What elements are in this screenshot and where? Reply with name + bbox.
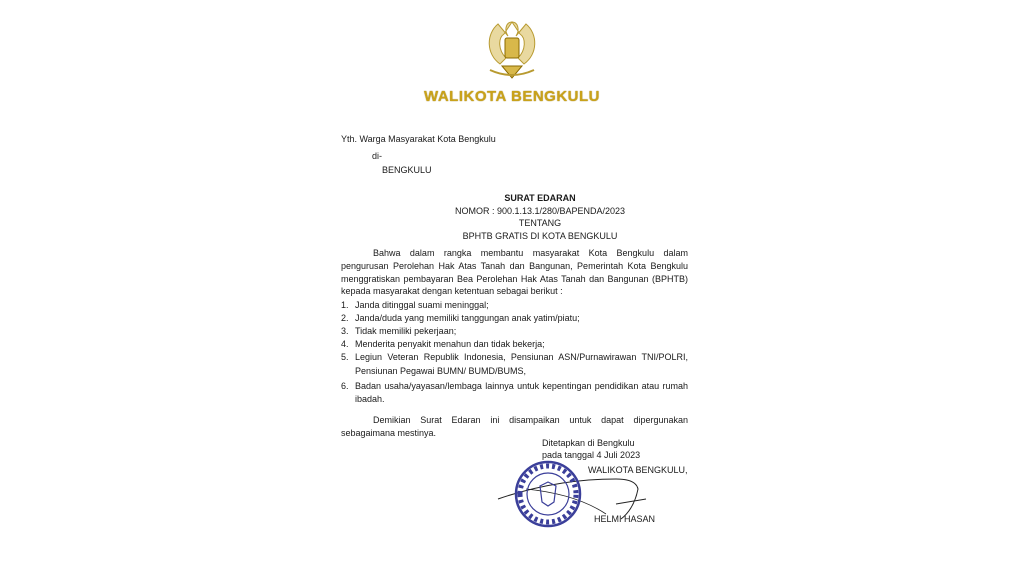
garuda-emblem-icon <box>478 14 546 84</box>
list-item: 4. Menderita penyakit menahun dan tidak bekerja; <box>341 338 545 349</box>
letter-number: NOMOR : 900.1.13.1/280/BAPENDA/2023 <box>454 205 626 216</box>
letter-body <box>341 247 688 440</box>
list-item: 6. Badan usaha/yayasan/lembaga lainnya untuk kepentingan pendidikan atau rumah ibadah. <box>341 381 688 405</box>
list-item: 3. Tidak memiliki pekerjaan; <box>341 325 457 336</box>
letter-subject: BPHTB GRATIS DI KOTA BENGKULU <box>462 230 618 241</box>
letter-title: SURAT EDARAN <box>504 193 576 203</box>
letter-about: TENTANG <box>518 218 562 228</box>
recipient-line: Yth. Warga Masyarakat Kota Bengkulu <box>341 134 496 144</box>
recipient-city: BENGKULU <box>382 165 432 175</box>
letterhead-title: WALIKOTA BENGKULU <box>424 88 600 105</box>
signer-name: HELMI HASAN <box>594 514 656 524</box>
list-item: 2. Janda/duda yang memiliki tanggungan anak yatim/piatu; <box>341 312 580 323</box>
list-item: 5. Legiun Veteran Republik Indonesia, Pensiunan ASN/Purnawirawan TNI/POLRI, Pensiunan Pegawai BUMN/ BUMD/BUMS, <box>341 352 688 377</box>
closing-paragraph: Demikian Surat Edaran ini disampaikan untuk dapat dipergunakan sebagaimana mestinya. <box>341 414 688 438</box>
recipient-di: di- <box>372 151 383 161</box>
intro-paragraph: Bahwa dalam rangka membantu masyarakat Kota Bengkulu dalam pengurusan Perolehan Hak Atas Tanah dan Bangunan, Pemerintah Kota Bengkulu menggratiskan pembayaran Bea Perolehan Hak Atas Tanah dan Bangunan (BPHTB) kepada masyarakat dengan ketentuan sebagai berikut : <box>341 248 688 297</box>
signature-block <box>542 437 640 461</box>
signature-place: Ditetapkan di Bengkulu <box>542 438 635 448</box>
signer-position: WALIKOTA BENGKULU, <box>588 465 688 475</box>
criteria-list <box>341 299 688 406</box>
signature-date: pada tanggal 4 Juli 2023 <box>542 450 641 460</box>
letter-heading <box>400 192 680 242</box>
official-stamp-icon <box>514 460 582 528</box>
list-item: 1. Janda ditinggal suami meninggal; <box>341 300 489 311</box>
